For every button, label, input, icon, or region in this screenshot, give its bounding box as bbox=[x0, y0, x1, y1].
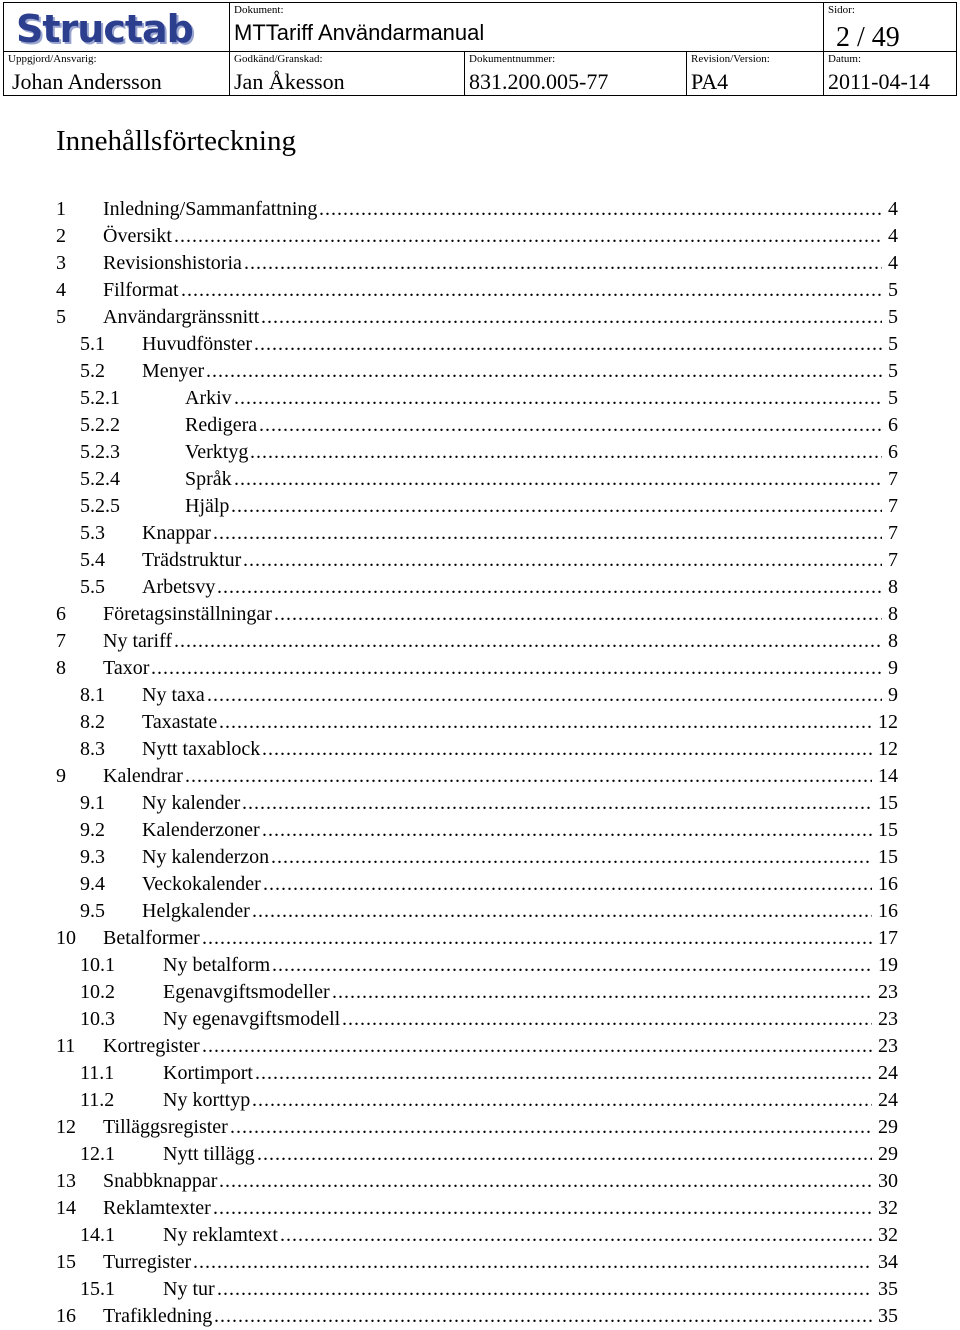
toc-entry-page: 29 bbox=[878, 1116, 898, 1138]
document-cell bbox=[230, 3, 823, 51]
toc-dot-leader bbox=[243, 547, 882, 574]
toc-entry-number: 7 bbox=[56, 630, 66, 652]
toc-entry-page: 15 bbox=[878, 792, 898, 814]
toc-entry[interactable] bbox=[80, 736, 898, 763]
revision-cell bbox=[687, 52, 823, 95]
toc-entry-page: 35 bbox=[878, 1278, 898, 1300]
toc-entry-number: 2 bbox=[56, 225, 66, 247]
toc-entry-title: Kortimport bbox=[163, 1062, 253, 1084]
toc-entry-number: 5.2.5 bbox=[80, 495, 120, 517]
toc-entry-number: 4 bbox=[56, 279, 66, 301]
toc-entry-page: 5 bbox=[888, 279, 898, 301]
toc-entry-page: 9 bbox=[888, 684, 898, 706]
toc-entry-page: 8 bbox=[888, 576, 898, 598]
toc-entry-page: 7 bbox=[888, 549, 898, 571]
logo-cell bbox=[4, 3, 229, 51]
toc-entry-page: 24 bbox=[878, 1089, 898, 1111]
toc-entry-number: 16 bbox=[56, 1305, 76, 1327]
toc-entry[interactable] bbox=[56, 1249, 898, 1276]
toc-dot-leader bbox=[214, 1303, 872, 1330]
toc-entry[interactable] bbox=[80, 682, 898, 709]
toc-entry-number: 5.2 bbox=[80, 360, 105, 382]
toc-entry[interactable] bbox=[80, 844, 898, 871]
responsible-label: Uppgjord/Ansvarig: bbox=[8, 53, 97, 65]
toc-entry[interactable] bbox=[80, 817, 898, 844]
toc-entry-title: Knappar bbox=[142, 522, 211, 544]
toc-dot-leader bbox=[234, 466, 882, 493]
docnum-cell bbox=[465, 52, 686, 95]
toc-dot-leader bbox=[254, 331, 882, 358]
responsible-value: Johan Andersson bbox=[12, 69, 162, 94]
approved-label: Godkänd/Granskad: bbox=[234, 53, 323, 65]
toc-entry[interactable] bbox=[56, 250, 898, 277]
revision-value: PA4 bbox=[691, 69, 729, 94]
toc-entry[interactable] bbox=[56, 196, 898, 223]
toc-entry-page: 4 bbox=[888, 198, 898, 220]
structab-logo: Structab bbox=[16, 7, 193, 51]
document-label: Dokument: bbox=[234, 4, 284, 16]
toc-entry-page: 23 bbox=[878, 1008, 898, 1030]
toc-entry-title: Översikt bbox=[103, 225, 172, 247]
toc-dot-leader bbox=[274, 601, 882, 628]
toc-dot-leader bbox=[271, 844, 872, 871]
toc-entry-number: 5 bbox=[56, 306, 66, 328]
toc-entry-title: Verktyg bbox=[185, 441, 249, 463]
toc-entry-page: 8 bbox=[888, 630, 898, 652]
toc-dot-leader bbox=[242, 790, 872, 817]
toc-entry-number: 5.2.3 bbox=[80, 441, 120, 463]
toc-entry[interactable] bbox=[80, 547, 898, 574]
toc-dot-leader bbox=[252, 898, 872, 925]
toc-entry-title: Helgkalender bbox=[142, 900, 250, 922]
toc-entry[interactable] bbox=[80, 1006, 898, 1033]
toc-entry-title: Reklamtexter bbox=[103, 1197, 211, 1219]
toc-entry-number: 9.4 bbox=[80, 873, 105, 895]
toc-entry[interactable] bbox=[80, 493, 898, 520]
toc-entry-title: Företagsinställningar bbox=[103, 603, 272, 625]
toc-entry-number: 8.3 bbox=[80, 738, 105, 760]
toc-entry-title: Filformat bbox=[103, 279, 179, 301]
toc-entry-number: 8.2 bbox=[80, 711, 105, 733]
toc-entry[interactable] bbox=[56, 1114, 898, 1141]
toc-entry-title: Snabbknappar bbox=[103, 1170, 218, 1192]
toc-dot-leader bbox=[244, 250, 882, 277]
toc-entry-title: Kalendrar bbox=[103, 765, 183, 787]
toc-entry-number: 5.5 bbox=[80, 576, 105, 598]
toc-entry-number: 5.1 bbox=[80, 333, 105, 355]
toc-entry-title: Hjälp bbox=[185, 495, 230, 517]
toc-entry[interactable] bbox=[80, 412, 898, 439]
toc-entry[interactable] bbox=[56, 1033, 898, 1060]
toc-entry-number: 14.1 bbox=[80, 1224, 115, 1246]
toc-dot-leader bbox=[206, 358, 882, 385]
toc-entry-title: Arbetsvy bbox=[142, 576, 216, 598]
toc-entry[interactable] bbox=[80, 358, 898, 385]
toc-dot-leader bbox=[280, 1222, 872, 1249]
toc-entry-page: 32 bbox=[878, 1224, 898, 1246]
toc-entry-title: Revisionshistoria bbox=[103, 252, 242, 274]
toc-entry-title: Ny tur bbox=[163, 1278, 215, 1300]
toc-entry-number: 14 bbox=[56, 1197, 76, 1219]
toc-entry-page: 7 bbox=[888, 468, 898, 490]
toc-entry-page: 12 bbox=[878, 738, 898, 760]
toc-entry-page: 15 bbox=[878, 846, 898, 868]
date-label: Datum: bbox=[828, 53, 861, 65]
toc-dot-leader bbox=[219, 1168, 872, 1195]
toc-entry-title: Menyer bbox=[142, 360, 205, 382]
toc-entry-title: Trafikledning bbox=[103, 1305, 213, 1327]
pages-value: 2 / 49 bbox=[836, 22, 900, 51]
toc-entry-number: 12 bbox=[56, 1116, 76, 1138]
toc-entry-number: 10 bbox=[56, 927, 76, 949]
toc-dot-leader bbox=[234, 385, 882, 412]
toc-entry-number: 5.2.1 bbox=[80, 387, 120, 409]
toc-entry[interactable] bbox=[80, 331, 898, 358]
toc-entry-title: Nytt taxablock bbox=[142, 738, 261, 760]
toc-entry[interactable] bbox=[80, 898, 898, 925]
toc-entry-number: 9 bbox=[56, 765, 66, 787]
toc-entry-number: 8.1 bbox=[80, 684, 105, 706]
toc-entry[interactable] bbox=[80, 871, 898, 898]
toc-entry-page: 29 bbox=[878, 1143, 898, 1165]
toc-entry[interactable] bbox=[80, 979, 898, 1006]
toc-entry-title: Taxor bbox=[103, 657, 150, 679]
toc-entry-page: 17 bbox=[878, 927, 898, 949]
toc-entry-number: 9.5 bbox=[80, 900, 105, 922]
toc-entry-page: 5 bbox=[888, 360, 898, 382]
toc-entry[interactable] bbox=[56, 655, 898, 682]
toc-entry-page: 24 bbox=[878, 1062, 898, 1084]
toc-entry-title: Huvudfönster bbox=[142, 333, 252, 355]
toc-entry-page: 5 bbox=[888, 333, 898, 355]
toc-entry-number: 6 bbox=[56, 603, 66, 625]
toc-entry[interactable] bbox=[80, 1060, 898, 1087]
toc-dot-leader bbox=[261, 304, 882, 331]
document-title: MTTariff Användarmanual bbox=[234, 20, 485, 45]
toc-entry-page: 7 bbox=[888, 522, 898, 544]
docnum-label: Dokumentnummer: bbox=[469, 53, 556, 65]
toc-entry-page: 30 bbox=[878, 1170, 898, 1192]
responsible-cell bbox=[4, 52, 229, 95]
toc-entry-number: 13 bbox=[56, 1170, 76, 1192]
toc-entry-title: Egenavgiftsmodeller bbox=[163, 981, 330, 1003]
toc-dot-leader bbox=[332, 979, 872, 1006]
toc-entry-title: Nytt tillägg bbox=[163, 1143, 255, 1165]
toc-entry-number: 15.1 bbox=[80, 1278, 115, 1300]
date-value: 2011-04-14 bbox=[828, 69, 930, 94]
toc-entry-number: 8 bbox=[56, 657, 66, 679]
toc-entry-page: 6 bbox=[888, 441, 898, 463]
toc-entry-title: Ny reklamtext bbox=[163, 1224, 278, 1246]
toc-entry-number: 15 bbox=[56, 1251, 76, 1273]
toc-entry-title: Ny tariff bbox=[103, 630, 173, 652]
toc-entry-page: 6 bbox=[888, 414, 898, 436]
toc-entry-title: Betalformer bbox=[103, 927, 200, 949]
toc-entry-number: 11.2 bbox=[80, 1089, 115, 1111]
toc-entry-page: 34 bbox=[878, 1251, 898, 1273]
toc-entry-number: 5.2.2 bbox=[80, 414, 120, 436]
toc-dot-leader bbox=[151, 655, 882, 682]
toc-dot-leader bbox=[202, 1033, 872, 1060]
toc-dot-leader bbox=[213, 520, 882, 547]
toc-entry-page: 4 bbox=[888, 225, 898, 247]
toc-dot-leader bbox=[257, 1141, 872, 1168]
toc-dot-leader bbox=[252, 1087, 872, 1114]
toc-dot-leader bbox=[181, 277, 882, 304]
toc-entry-number: 1 bbox=[56, 198, 66, 220]
toc-dot-leader bbox=[219, 709, 872, 736]
toc-entry-page: 12 bbox=[878, 711, 898, 733]
toc-entry[interactable] bbox=[80, 520, 898, 547]
toc-entry[interactable] bbox=[56, 304, 898, 331]
toc-entry-number: 5.2.4 bbox=[80, 468, 120, 490]
toc-entry-page: 23 bbox=[878, 981, 898, 1003]
pages-label: Sidor: bbox=[828, 4, 855, 16]
toc-entry-number: 9.3 bbox=[80, 846, 105, 868]
toc-dot-leader bbox=[230, 1114, 872, 1141]
toc-entry-page: 9 bbox=[888, 657, 898, 679]
toc-entry-number: 5.3 bbox=[80, 522, 105, 544]
toc-dot-leader bbox=[272, 952, 872, 979]
toc-entry-title: Trädstruktur bbox=[142, 549, 242, 571]
toc-entry-title: Språk bbox=[185, 468, 232, 490]
toc-entry-title: Turregister bbox=[103, 1251, 192, 1273]
toc-entry-page: 23 bbox=[878, 1035, 898, 1057]
toc-dot-leader bbox=[255, 1060, 872, 1087]
toc-dot-leader bbox=[342, 1006, 872, 1033]
toc-entry[interactable] bbox=[56, 277, 898, 304]
toc-entry-page: 14 bbox=[878, 765, 898, 787]
docnum-value: 831.200.005-77 bbox=[469, 69, 609, 94]
toc-dot-leader bbox=[193, 1249, 872, 1276]
toc-entry[interactable] bbox=[56, 628, 898, 655]
toc-dot-leader bbox=[202, 925, 872, 952]
toc-entry-number: 10.3 bbox=[80, 1008, 115, 1030]
toc-entry-number: 3 bbox=[56, 252, 66, 274]
toc-entry[interactable] bbox=[80, 439, 898, 466]
toc-dot-leader bbox=[319, 196, 882, 223]
toc-entry[interactable] bbox=[56, 1303, 898, 1330]
toc-entry[interactable] bbox=[80, 1276, 898, 1303]
toc-dot-leader bbox=[262, 736, 872, 763]
toc-dot-leader bbox=[217, 574, 882, 601]
toc-entry[interactable] bbox=[80, 790, 898, 817]
toc-entry-number: 5.4 bbox=[80, 549, 105, 571]
toc-entry[interactable] bbox=[56, 763, 898, 790]
toc-entry-page: 8 bbox=[888, 603, 898, 625]
toc-entry-title: Ny betalform bbox=[163, 954, 271, 976]
toc-entry-title: Ny kalender bbox=[142, 792, 241, 814]
toc-entry[interactable] bbox=[80, 1087, 898, 1114]
toc-entry[interactable] bbox=[80, 1141, 898, 1168]
toc-dot-leader bbox=[259, 412, 882, 439]
toc-entry[interactable] bbox=[56, 925, 898, 952]
toc-entry[interactable] bbox=[56, 223, 898, 250]
toc-entry-title: Redigera bbox=[185, 414, 258, 436]
toc-entry-page: 35 bbox=[878, 1305, 898, 1327]
toc-dot-leader bbox=[174, 223, 882, 250]
toc-entry-title: Ny korttyp bbox=[163, 1089, 251, 1111]
toc-entry-page: 16 bbox=[878, 873, 898, 895]
toc-dot-leader bbox=[262, 817, 872, 844]
approved-cell bbox=[230, 52, 464, 95]
toc-entry[interactable] bbox=[80, 1222, 898, 1249]
toc-entry-number: 9.1 bbox=[80, 792, 105, 814]
toc-entry-number: 9.2 bbox=[80, 819, 105, 841]
toc-entry-title: Kortregister bbox=[103, 1035, 200, 1057]
toc-entry[interactable] bbox=[80, 952, 898, 979]
toc-entry-page: 5 bbox=[888, 387, 898, 409]
toc-entry-number: 10.1 bbox=[80, 954, 115, 976]
toc-entry-number: 12.1 bbox=[80, 1143, 115, 1165]
toc-entry[interactable] bbox=[80, 709, 898, 736]
toc-entry-title: Tilläggsregister bbox=[103, 1116, 228, 1138]
toc-entry-title: Taxastate bbox=[142, 711, 218, 733]
toc-entry-title: Ny egenavgiftsmodell bbox=[163, 1008, 341, 1030]
toc-entry-page: 19 bbox=[878, 954, 898, 976]
toc-entry-title: Arkiv bbox=[185, 387, 232, 409]
toc-entry-number: 11 bbox=[56, 1035, 76, 1057]
toc-entry-number: 11.1 bbox=[80, 1062, 115, 1084]
toc-dot-leader bbox=[217, 1276, 872, 1303]
pages-cell bbox=[824, 3, 956, 51]
toc-entry-title: Ny taxa bbox=[142, 684, 205, 706]
toc-entry[interactable] bbox=[80, 385, 898, 412]
toc-entry[interactable] bbox=[80, 466, 898, 493]
toc-entry-number: 10.2 bbox=[80, 981, 115, 1003]
toc-dot-leader bbox=[207, 682, 882, 709]
toc-entry-page: 7 bbox=[888, 495, 898, 517]
toc-entry-page: 16 bbox=[878, 900, 898, 922]
date-cell bbox=[824, 52, 956, 95]
toc-dot-leader bbox=[213, 1195, 872, 1222]
toc-dot-leader bbox=[250, 439, 882, 466]
approved-value: Jan Åkesson bbox=[234, 69, 345, 94]
toc-entry-title: Användargränssnitt bbox=[103, 306, 260, 328]
toc-entry[interactable] bbox=[56, 1168, 898, 1195]
toc-entry-page: 4 bbox=[888, 252, 898, 274]
toc-entry[interactable] bbox=[56, 1195, 898, 1222]
toc-entry-title: Veckokalender bbox=[142, 873, 261, 895]
toc-entry[interactable] bbox=[80, 574, 898, 601]
toc-entry[interactable] bbox=[56, 601, 898, 628]
toc-dot-leader bbox=[231, 493, 882, 520]
toc-dot-leader bbox=[185, 763, 872, 790]
toc-heading: Innehållsförteckning bbox=[56, 125, 296, 157]
toc-entry-title: Kalenderzoner bbox=[142, 819, 260, 841]
toc-dot-leader bbox=[174, 628, 882, 655]
toc-entry-page: 32 bbox=[878, 1197, 898, 1219]
toc-entry-page: 5 bbox=[888, 306, 898, 328]
document-header bbox=[3, 2, 957, 96]
toc-entry-title: Inledning/Sammanfattning bbox=[103, 198, 318, 220]
toc-dot-leader bbox=[263, 871, 872, 898]
toc-entry-title: Ny kalenderzon bbox=[142, 846, 270, 868]
revision-label: Revision/Version: bbox=[691, 53, 770, 65]
toc-entry-page: 15 bbox=[878, 819, 898, 841]
